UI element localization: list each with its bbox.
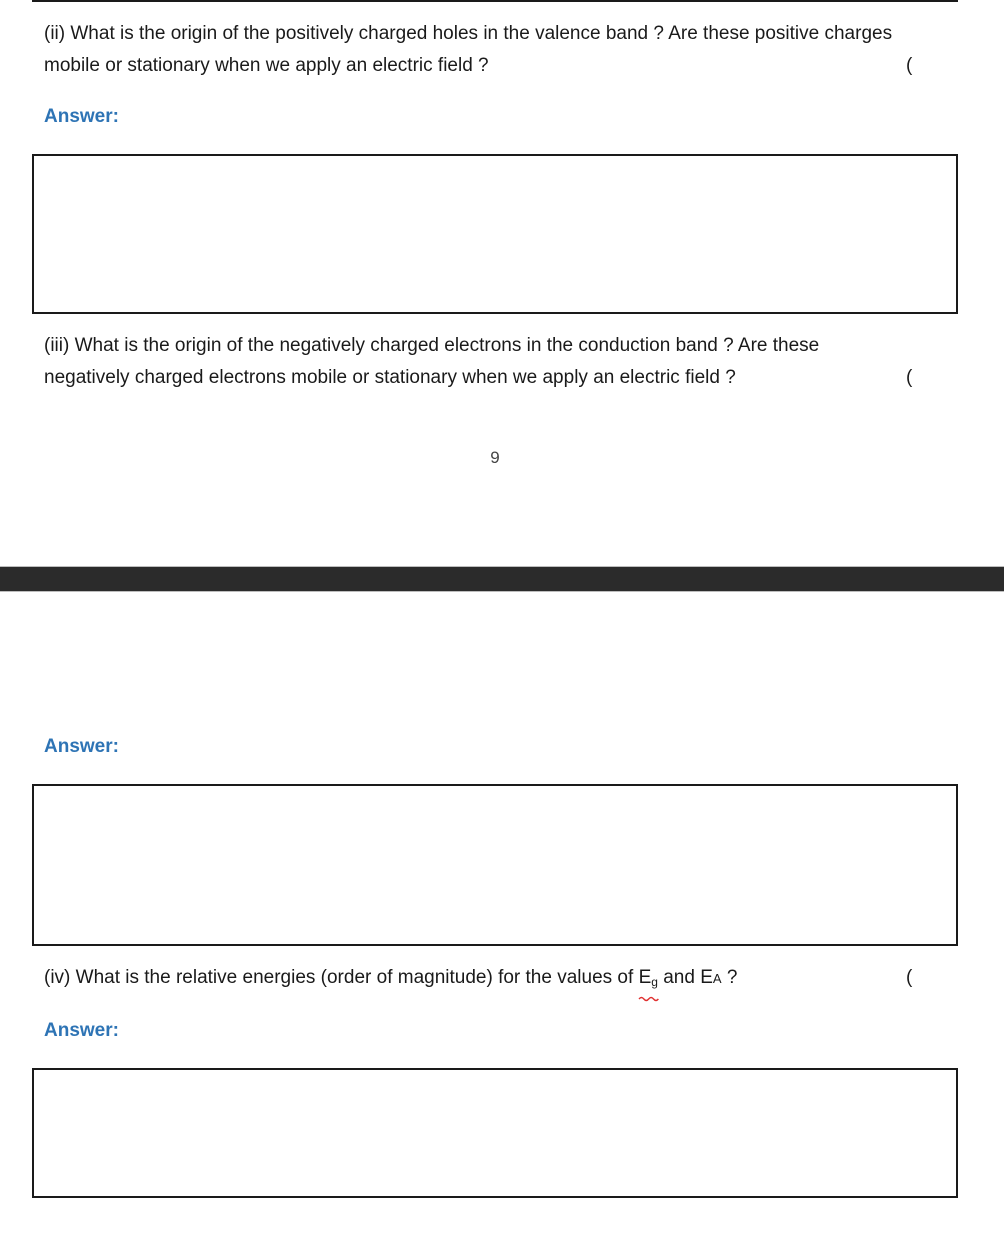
- question-iv-marks: (: [906, 967, 913, 988]
- question-iv: [44, 962, 904, 998]
- question-iv-suffix: ?: [721, 967, 738, 988]
- answer-label-iii: Answer:: [44, 736, 119, 757]
- question-iii-line-1: (iii) What is the origin of the negatively charged electrons in the conduction band ? Are these: [44, 335, 820, 356]
- question-ii-line-2: mobile or stationary when we apply an electric field ?: [44, 55, 489, 76]
- question-ii-marks: (: [906, 55, 913, 76]
- top-border-line: [32, 0, 958, 2]
- answer-box-iii[interactable]: [32, 784, 958, 946]
- eg-symbol: [639, 962, 658, 998]
- question-iii-line-2: negatively charged electrons mobile or stationary when we apply an electric field ?: [44, 367, 736, 388]
- answer-label-iv: Answer:: [44, 1020, 119, 1041]
- question-iii: [44, 330, 904, 394]
- question-ii-line-1: (ii) What is the origin of the positively charged holes in the valence band ? Are these positive charges: [44, 23, 893, 44]
- question-iii-marks: (: [906, 367, 913, 388]
- eg-subscript: g: [651, 975, 658, 989]
- eg-main: E: [638, 967, 652, 988]
- question-iv-prefix: (iv) What is the relative energies (order of magnitude) for the values of: [44, 967, 639, 988]
- answer-box-iv[interactable]: [32, 1068, 958, 1198]
- answer-label-ii: Answer:: [44, 106, 119, 127]
- question-iv-middle: and E: [657, 967, 713, 988]
- spellcheck-squiggle-icon: [639, 996, 658, 1001]
- answer-box-ii[interactable]: [32, 154, 958, 314]
- page-number: 9: [490, 448, 500, 467]
- ea-subscript: A: [712, 971, 722, 986]
- page-break-bar: [0, 566, 1004, 592]
- question-ii: [44, 18, 904, 82]
